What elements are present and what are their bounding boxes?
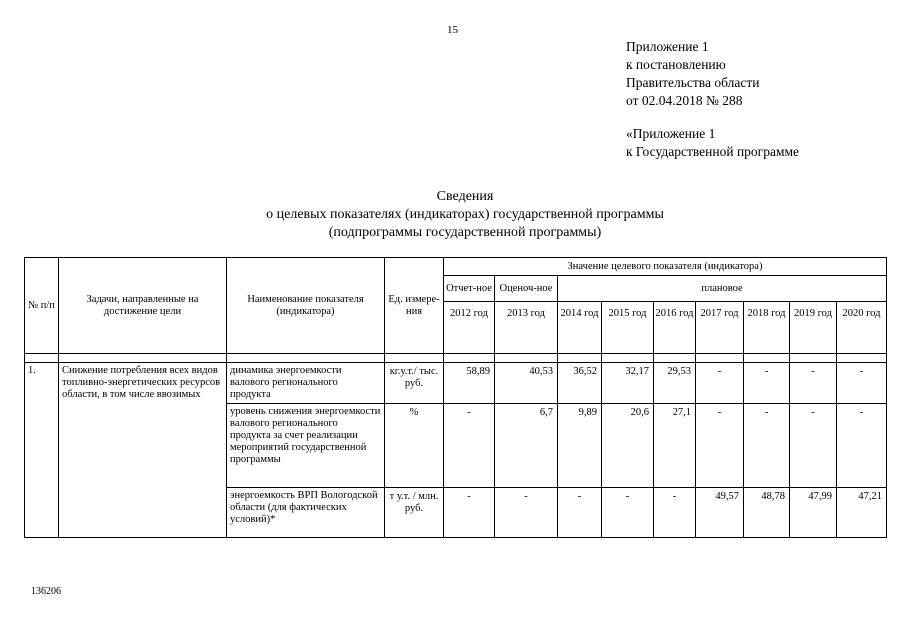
spacer-row	[25, 354, 887, 363]
indicator-name: уровень снижения энергоемкости валового регионального продукта за счет реализации мероприятий государственной программы	[227, 404, 385, 488]
appendix-header-line: Правительства области	[626, 75, 760, 90]
header-year: 2014 год	[558, 302, 602, 354]
indicators-table	[24, 257, 887, 538]
value-cell: -	[837, 363, 887, 404]
header-num: № п/п	[25, 258, 59, 354]
appendix-reference-line: к Государственной программе	[626, 144, 800, 159]
appendix-reference	[626, 125, 799, 161]
value-cell: -	[558, 488, 602, 538]
value-cell: 40,53	[495, 363, 558, 404]
value-cell: 27,1	[654, 404, 696, 488]
value-cell: -	[790, 363, 837, 404]
value-cell: 58,89	[444, 363, 495, 404]
value-cell: -	[602, 488, 654, 538]
section-task: Снижение потребления всех видов топливно-энергетических ресурсов области, в том числе ввозимых	[59, 363, 227, 538]
appendix-header-line: к постановлению	[626, 57, 726, 72]
section-num: 1.	[25, 363, 59, 538]
value-cell: -	[744, 404, 790, 488]
value-cell: -	[495, 488, 558, 538]
value-cell: -	[444, 404, 495, 488]
title-line: Сведения	[436, 189, 494, 204]
title-line: о целевых показателях (индикаторах) государственной программы	[266, 207, 664, 222]
footer-code: 136206	[31, 586, 61, 597]
indicator-name: энергоемкость ВРП Вологодской области (для фактических условий)*	[227, 488, 385, 538]
value-cell: 47,99	[790, 488, 837, 538]
table-row	[25, 363, 887, 404]
value-cell: 47,21	[837, 488, 887, 538]
value-cell: 36,52	[558, 363, 602, 404]
value-cell: -	[744, 363, 790, 404]
appendix-header	[626, 38, 759, 110]
header-value-group: Значение целевого показателя (индикатора)	[444, 258, 887, 276]
indicator-unit: кг.у.т./ тыс. руб.	[385, 363, 444, 404]
value-cell: 32,17	[602, 363, 654, 404]
header-year: 2015 год	[602, 302, 654, 354]
header-year: 2020 год	[837, 302, 887, 354]
value-cell: -	[696, 363, 744, 404]
title-line: (подпрограммы государственной программы)	[328, 225, 602, 240]
indicator-unit: %	[385, 404, 444, 488]
value-cell: -	[444, 488, 495, 538]
header-year: 2019 год	[790, 302, 837, 354]
header-year: 2017 год	[696, 302, 744, 354]
value-cell: 29,53	[654, 363, 696, 404]
header-planned: плановое	[558, 276, 887, 302]
indicator-unit: т у.т. / млн. руб.	[385, 488, 444, 538]
appendix-reference-line: «Приложение 1	[626, 126, 716, 141]
header-indicator: Наименование показателя (индикатора)	[227, 258, 385, 354]
header-row-1	[25, 258, 887, 276]
value-cell: 48,78	[744, 488, 790, 538]
value-cell: -	[654, 488, 696, 538]
value-cell: -	[837, 404, 887, 488]
document-title	[200, 188, 730, 242]
value-cell: -	[696, 404, 744, 488]
header-year: 2016 год	[654, 302, 696, 354]
header-year: 2012 год	[444, 302, 495, 354]
header-year: 2018 год	[744, 302, 790, 354]
header-reported: Отчет-ное	[444, 276, 495, 302]
header-year: 2013 год	[495, 302, 558, 354]
appendix-header-line: Приложение 1	[626, 39, 709, 54]
appendix-header-line: от 02.04.2018 № 288	[626, 93, 743, 108]
value-cell: 6,7	[495, 404, 558, 488]
value-cell: 20,6	[602, 404, 654, 488]
page-number: 15	[447, 24, 458, 36]
value-cell: 9,89	[558, 404, 602, 488]
indicator-name: динамика энергоемкости валового регионального продукта	[227, 363, 385, 404]
header-task: Задачи, направленные на достижение цели	[59, 258, 227, 354]
value-cell: -	[790, 404, 837, 488]
header-unit: Ед. измере-ния	[385, 258, 444, 354]
value-cell: 49,57	[696, 488, 744, 538]
header-estimated: Оценоч-ное	[495, 276, 558, 302]
